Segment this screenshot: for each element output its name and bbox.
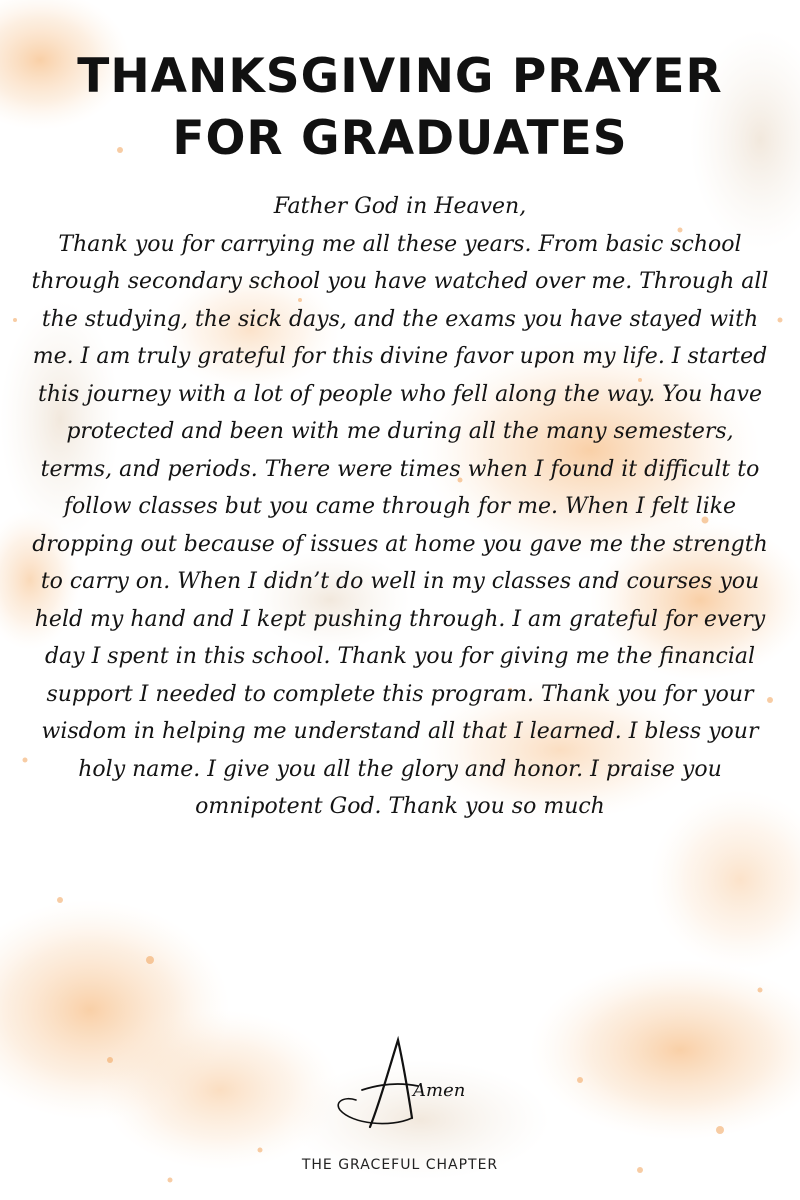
- page-title: [0, 46, 800, 170]
- amen-signature: [300, 1032, 500, 1132]
- prayer-body: Thank you for carrying me all these years. From basic school through secondary school you have watched over me. Through all the studying, the sick days, and the exams you have stayed with me. I am truly grateful for this divine favor upon my life. I started this journey with a lot of people who fell along the way. You have protected and been with me during all the many semesters, terms, and periods. There were times when I found it difficult to follow classes but you came through for me. When I felt like dropping out because of issues at home you gave me the strength to carry on. When I didn’t do well in my classes and courses you held my hand and I kept pushing through. I am grateful for every day I spent in this school. Thank you for giving me the financial support I needed to complete this program. Thank you for your wisdom in helping me understand all that I learned. I bless your holy name. I give you all the glory and honor. I praise you omnipotent God. Thank you so much: [31, 231, 769, 819]
- title-line-2: FOR GRADUATES: [172, 111, 628, 166]
- prayer-text: [30, 188, 770, 826]
- title-line-1: THANKSGIVING PRAYER: [77, 49, 723, 104]
- amen-text: Amen: [413, 1080, 466, 1101]
- brand-footer: THE GRACEFUL CHAPTER: [301, 1157, 499, 1173]
- prayer-salutation: Father God in Heaven,: [273, 194, 527, 219]
